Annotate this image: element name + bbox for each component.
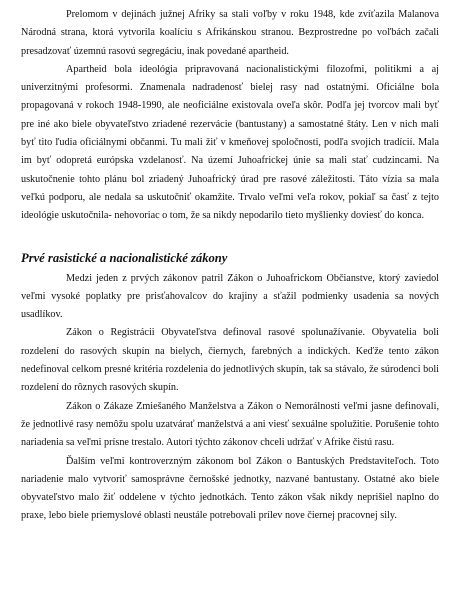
paragraph-population-registration-act: Zákon o Registrácii Obyvateľstva definoval rasové spolunažívanie. Obyvatelia boli rozdelení do rasových skupín na bielych, čiernych, farebných a indických. Keďže tento zákon nedefinoval celkom presné kritéria rozdelenia do jednotlivých skupín, tak sa stávalo, že súrodenci boli rozdelení do rôznych rasových skupín. xyxy=(21,327,439,394)
paragraph-elections-1948: Prelomom v dejinách južnej Afriky sa stali voľby v roku 1948, kde zvíťazila Malanova Národná strana, ktorá vytvorila koalíciu s Afrikánskou stranou. Bezprostredne po voľbách začali presadzovať územnú rasovú segregáciu, inak povedané apartheid. xyxy=(21,9,439,57)
paragraph-apartheid-ideology: Apartheid bola ideológia pripravovaná nacionalistickými filozofmi, politikmi a aj univerzitnými profesormi. Znamenala nadradenosť bielej rasy nad ostatnými. Oficiálne bola propagovaná v rokoch 1948-1990, ale neoficiálne existovala oveľa skôr. Podľa jej tvorcov mali byť pre iné ako biele obyvateľstvo zriadené rezervácie (bantustany) a samostatné štáty. Len v nich mali byť tito ľudia oficiálnymi občanmi. Tu mali žiť v kmeňovej spoločnosti, podľa svojich tradícií. Mala im byť odopretá európska vzdelanosť. Na území Juhoafrickej únie sa mali stať cudzincami. Na uskutočnenie tohto plánu bol zriadený Juhoafrický úrad pre rasové záležitosti. Táto vízia sa mala veľkú podporu, ale nedala sa uskutočniť okamžite. Trvalo veľmi veľa rokov, pokiaľ sa časť z tejto ideológie uskutočnila- nehovoriac o tom, že sa nikdy nepodarilo tieto myšlienky doviesť do konca. xyxy=(21,63,439,222)
paragraph-citizenship-act: Medzi jeden z prvých zákonov patril Zákon o Juhoafrickom Občianstve, ktorý zaviedol veľmi vysoké poplatky pre prisťahovalcov do krajiny a sťažil podmienky usadenia sa nových usadlíkov. xyxy=(21,272,439,321)
paragraph-bantu-authorities-act: Ďalším veľmi kontroverzným zákonom bol Zákon o Bantuských Predstaviteľoch. Toto nariadenie malo vytvoriť samosprávne černošské jednotky, nazvané bantustany. Ostatné ako biele obyvateľstvo malo žiť oddelene v týchto jednotkách. Tento zákon však nikdy neprišiel naplno do praxe, lebo biele priemyslové oblasti neustále potrebovali prílev nove čiernej pracovnej sily. xyxy=(21,455,439,522)
paragraph-mixed-marriages-act: Zákon o Zákaze Zmiešaného Manželstva a Zákon o Nemorálnosti veľmi jasne definovali, že jednotlivé rasy nemôžu spolu uzatvárať manželstvá a ani viesť sexuálne spolužitie. Porušenie tohto nariadenia sa veľmi prísne trestalo. Autori týchto zákonov chceli udržať v Afrike čistú rasu. xyxy=(21,400,439,449)
section-heading-first-laws: Prvé rasistické a nacionalistické zákony xyxy=(21,250,228,265)
